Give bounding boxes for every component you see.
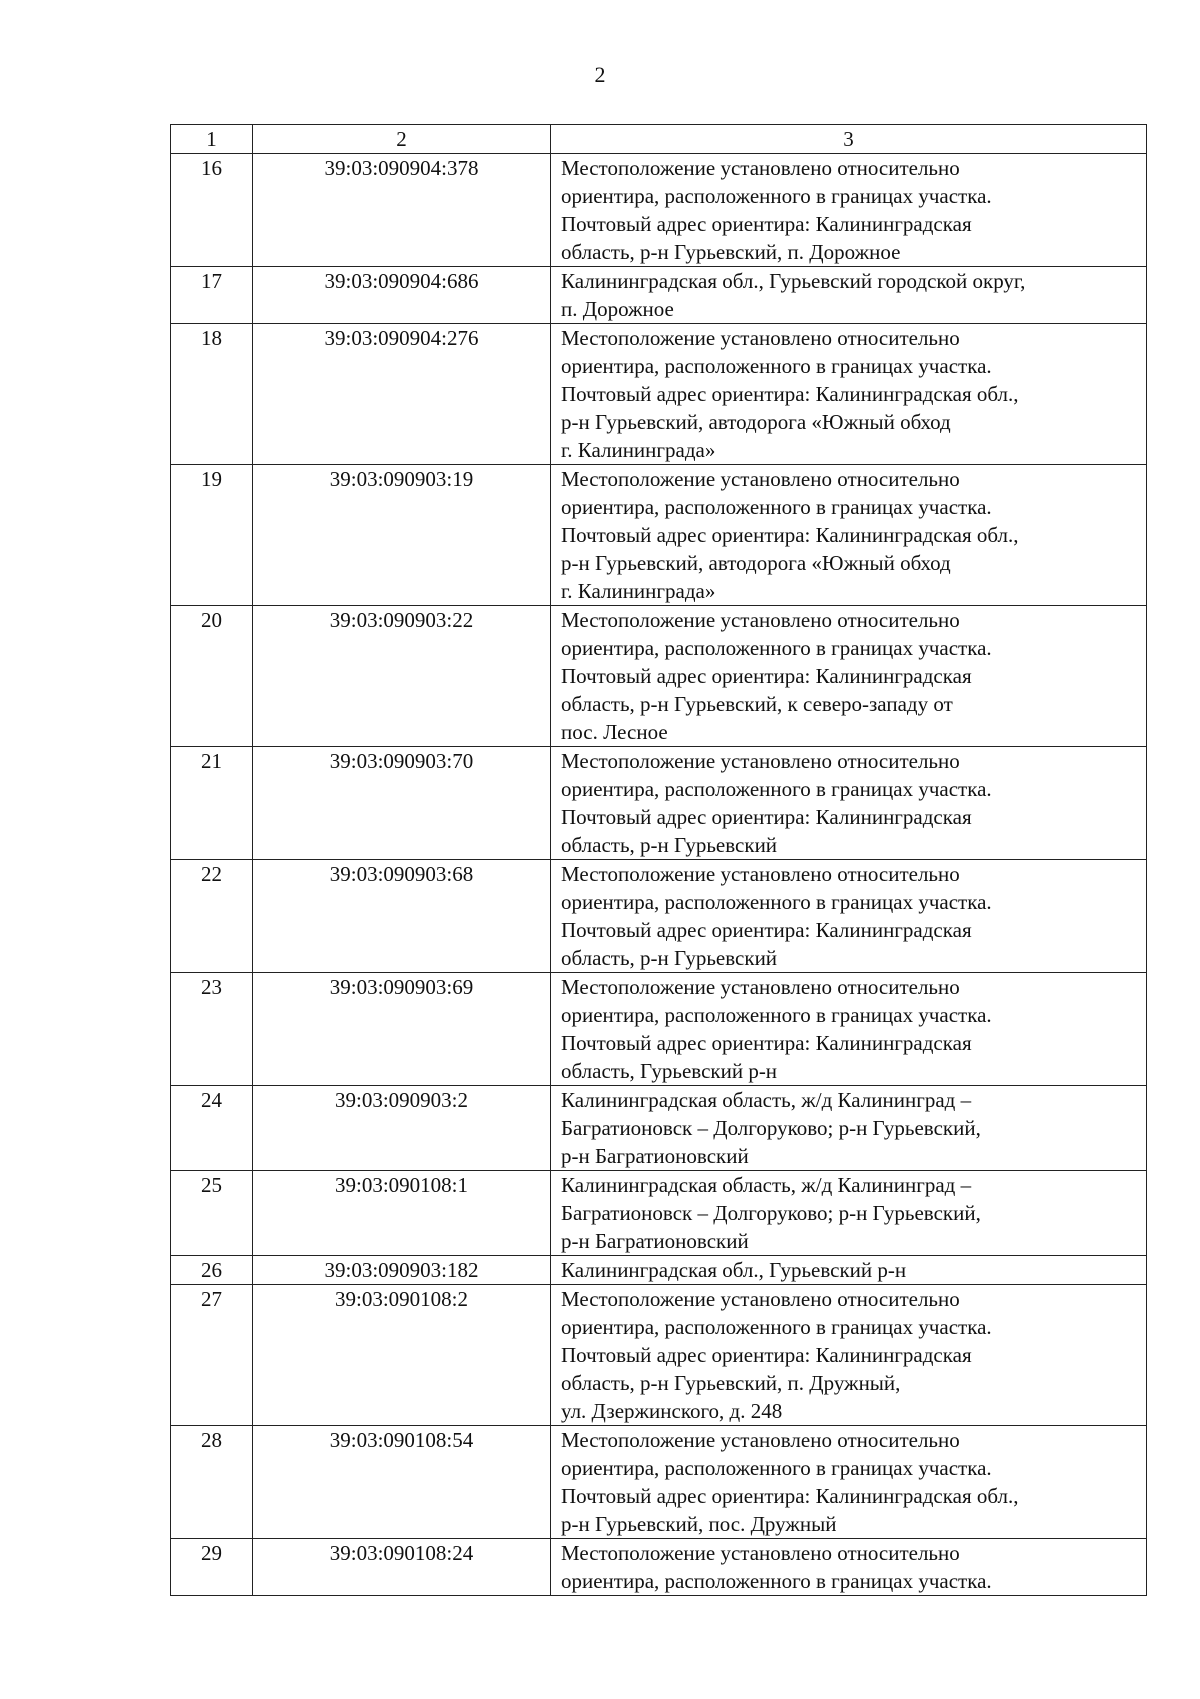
location-line: Почтовый адрес ориентира: Калининградская обл., bbox=[561, 1484, 1019, 1508]
row-number: 17 bbox=[171, 267, 253, 324]
location-line: Калининградская обл., Гурьевский городской округ, bbox=[561, 269, 1026, 293]
table-row bbox=[171, 973, 1147, 1086]
table-row bbox=[171, 1086, 1147, 1171]
location-line: пос. Лесное bbox=[561, 720, 668, 744]
location-line: р-н Гурьевский, пос. Дружный bbox=[561, 1512, 837, 1536]
cadastral-number: 39:03:090903:182 bbox=[253, 1256, 551, 1285]
location-line: Местоположение установлено относительно bbox=[561, 749, 960, 773]
location-line: ориентира, расположенного в границах участка. bbox=[561, 890, 992, 914]
cadastral-number: 39:03:090904:378 bbox=[253, 154, 551, 267]
location-line: ориентира, расположенного в границах участка. bbox=[561, 1456, 992, 1480]
location-line: Почтовый адрес ориентира: Калининградская обл., bbox=[561, 523, 1019, 547]
location-line: ориентира, расположенного в границах участка. bbox=[561, 636, 992, 660]
location-line: ориентира, расположенного в границах участка. bbox=[561, 184, 992, 208]
location-line: область, р-н Гурьевский, п. Дорожное bbox=[561, 240, 901, 264]
page-number: 2 bbox=[594, 62, 606, 87]
table-row bbox=[171, 1539, 1147, 1596]
location-line: Калининградская область, ж/д Калининград – bbox=[561, 1088, 972, 1112]
table-row bbox=[171, 606, 1147, 747]
location-line: Почтовый адрес ориентира: Калининградская bbox=[561, 664, 972, 688]
row-number: 20 bbox=[171, 606, 253, 747]
location-description bbox=[551, 1086, 1147, 1171]
row-number: 29 bbox=[171, 1539, 253, 1596]
location-line: р-н Гурьевский, автодорога «Южный обход bbox=[561, 410, 951, 434]
location-line: г. Калининграда» bbox=[561, 438, 716, 462]
location-description bbox=[551, 747, 1147, 860]
location-line: р-н Багратионовский bbox=[561, 1229, 749, 1253]
table-row bbox=[171, 860, 1147, 973]
cadastral-number: 39:03:090108:54 bbox=[253, 1426, 551, 1539]
table-row bbox=[171, 1285, 1147, 1426]
cadastral-number: 39:03:090904:686 bbox=[253, 267, 551, 324]
location-line: Багратионовск – Долгоруково; р-н Гурьевский, bbox=[561, 1116, 981, 1140]
column-header-location: 3 bbox=[551, 125, 1147, 154]
location-description bbox=[551, 1285, 1147, 1426]
table-row bbox=[171, 1256, 1147, 1285]
location-line: ориентира, расположенного в границах участка. bbox=[561, 1003, 992, 1027]
location-line: Почтовый адрес ориентира: Калининградская bbox=[561, 918, 972, 942]
location-line: г. Калининграда» bbox=[561, 579, 716, 603]
header-row bbox=[171, 125, 1147, 154]
cadastral-number: 39:03:090108:24 bbox=[253, 1539, 551, 1596]
cadastral-number: 39:03:090903:22 bbox=[253, 606, 551, 747]
location-line: Местоположение установлено относительно bbox=[561, 1287, 960, 1311]
location-line: ориентира, расположенного в границах участка. bbox=[561, 354, 992, 378]
location-line: Местоположение установлено относительно bbox=[561, 975, 960, 999]
location-line: область, р-н Гурьевский bbox=[561, 833, 778, 857]
location-line: ориентира, расположенного в границах участка. bbox=[561, 1569, 992, 1593]
row-number: 23 bbox=[171, 973, 253, 1086]
location-description bbox=[551, 606, 1147, 747]
parcels-table bbox=[170, 124, 1147, 1596]
row-number: 27 bbox=[171, 1285, 253, 1426]
row-number: 28 bbox=[171, 1426, 253, 1539]
cadastral-number: 39:03:090903:19 bbox=[253, 465, 551, 606]
location-description bbox=[551, 324, 1147, 465]
location-line: Местоположение установлено относительно bbox=[561, 326, 960, 350]
location-description bbox=[551, 1539, 1147, 1596]
location-line: Местоположение установлено относительно bbox=[561, 1428, 960, 1452]
location-line: Калининградская область, ж/д Калининград – bbox=[561, 1173, 972, 1197]
location-line: Почтовый адрес ориентира: Калининградская обл., bbox=[561, 382, 1019, 406]
cadastral-number: 39:03:090903:70 bbox=[253, 747, 551, 860]
location-line: Местоположение установлено относительно bbox=[561, 608, 960, 632]
location-description bbox=[551, 267, 1147, 324]
location-line: область, р-н Гурьевский, п. Дружный, bbox=[561, 1371, 901, 1395]
location-line: р-н Гурьевский, автодорога «Южный обход bbox=[561, 551, 951, 575]
table-header bbox=[171, 125, 1147, 154]
cadastral-number: 39:03:090903:2 bbox=[253, 1086, 551, 1171]
location-line: область, р-н Гурьевский bbox=[561, 946, 778, 970]
column-header-number: 1 bbox=[171, 125, 253, 154]
location-line: Местоположение установлено относительно bbox=[561, 1541, 960, 1565]
row-number: 16 bbox=[171, 154, 253, 267]
table-row bbox=[171, 747, 1147, 860]
cadastral-number: 39:03:090903:69 bbox=[253, 973, 551, 1086]
location-line: р-н Багратионовский bbox=[561, 1144, 749, 1168]
location-description bbox=[551, 465, 1147, 606]
location-description bbox=[551, 154, 1147, 267]
table-row bbox=[171, 1171, 1147, 1256]
row-number: 18 bbox=[171, 324, 253, 465]
location-line: Местоположение установлено относительно bbox=[561, 156, 960, 180]
location-line: п. Дорожное bbox=[561, 297, 674, 321]
row-number: 26 bbox=[171, 1256, 253, 1285]
location-line: Почтовый адрес ориентира: Калининградская bbox=[561, 212, 972, 236]
location-line: область, Гурьевский р-н bbox=[561, 1059, 778, 1083]
location-line: ул. Дзержинского, д. 248 bbox=[561, 1399, 783, 1423]
location-description bbox=[551, 973, 1147, 1086]
cadastral-number: 39:03:090108:1 bbox=[253, 1171, 551, 1256]
table-row bbox=[171, 154, 1147, 267]
location-line: Багратионовск – Долгоруково; р-н Гурьевский, bbox=[561, 1201, 981, 1225]
location-line: ориентира, расположенного в границах участка. bbox=[561, 777, 992, 801]
cadastral-number: 39:03:090904:276 bbox=[253, 324, 551, 465]
column-header-cadastral-number: 2 bbox=[253, 125, 551, 154]
row-number: 24 bbox=[171, 1086, 253, 1171]
location-description bbox=[551, 860, 1147, 973]
location-line: область, р-н Гурьевский, к северо-западу от bbox=[561, 692, 953, 716]
location-line: Местоположение установлено относительно bbox=[561, 467, 960, 491]
table-row bbox=[171, 1426, 1147, 1539]
cadastral-number: 39:03:090108:2 bbox=[253, 1285, 551, 1426]
location-line: Калининградская обл., Гурьевский р-н bbox=[561, 1258, 907, 1282]
table-row bbox=[171, 465, 1147, 606]
row-number: 19 bbox=[171, 465, 253, 606]
cadastral-number: 39:03:090903:68 bbox=[253, 860, 551, 973]
location-line: Почтовый адрес ориентира: Калининградская bbox=[561, 805, 972, 829]
location-description bbox=[551, 1171, 1147, 1256]
row-number: 25 bbox=[171, 1171, 253, 1256]
table-body bbox=[171, 154, 1147, 1596]
location-description bbox=[551, 1256, 1147, 1285]
row-number: 21 bbox=[171, 747, 253, 860]
location-description bbox=[551, 1426, 1147, 1539]
table-row bbox=[171, 267, 1147, 324]
location-line: ориентира, расположенного в границах участка. bbox=[561, 495, 992, 519]
location-line: ориентира, расположенного в границах участка. bbox=[561, 1315, 992, 1339]
location-line: Местоположение установлено относительно bbox=[561, 862, 960, 886]
table-row bbox=[171, 324, 1147, 465]
location-line: Почтовый адрес ориентира: Калининградская bbox=[561, 1031, 972, 1055]
row-number: 22 bbox=[171, 860, 253, 973]
location-line: Почтовый адрес ориентира: Калининградская bbox=[561, 1343, 972, 1367]
